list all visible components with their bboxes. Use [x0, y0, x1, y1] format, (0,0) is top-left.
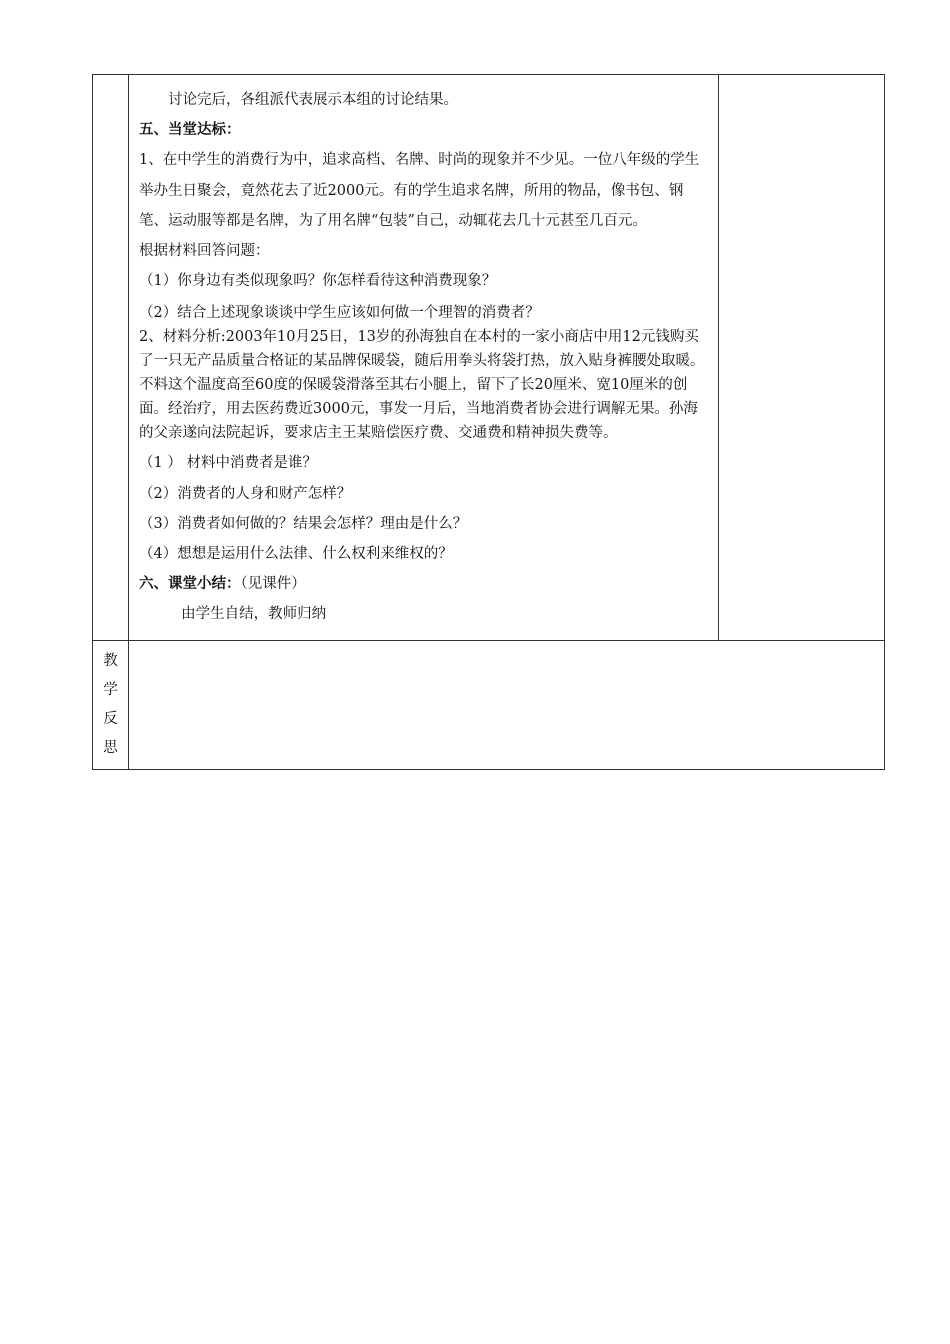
right-notes-cell	[718, 75, 884, 641]
section-5-heading: 五、当堂达标：	[139, 122, 241, 139]
activity-row	[93, 75, 885, 641]
question-2-sub-4: （4）想想是运用什么法律、什么权利来维权的？	[139, 546, 453, 563]
lesson-plan-table	[92, 74, 885, 770]
left-label-cell	[93, 75, 129, 641]
reflection-row	[93, 640, 885, 769]
section-6-note: （见课件）	[240, 576, 306, 593]
reflection-label: 教 学 反 思	[93, 640, 129, 769]
question-1-sub-1: （1）你身边有类似现象吗？你怎样看待这种消费现象？	[139, 273, 497, 290]
question-1-sub-2: （2）结合上述现象谈谈中学生应该如何做一个理智的消费者？	[139, 305, 540, 322]
discussion-intro: 讨论完后，各组派代表展示本组的讨论结果。	[168, 92, 459, 108]
activity-content-cell	[129, 75, 719, 641]
section-6-heading: 六、课堂小结：（见课件）	[139, 576, 306, 593]
question-2-material: 2、材料分析:2003年10月25日，13岁的孙海独自在本村的一家小商店中用12元钱购买了一只无产品质量合格证的某品牌保暖袋，随后用拳头将袋打热，放入贴身裤腰处取暖。不料这个温度高至60度的保暖袋滑落至其右小腿上，留下了长20厘米、宽10厘米的创面。经治疗，用去医药费近3000元，事发一月后，当地消费者协会进行调解无果。孙海的父亲遂向法院起诉，要求店主王某赔偿医疗费、交通费和精神损失费等。	[139, 329, 705, 442]
question-2-sub-1: （1 ） 材料中消费者是谁？	[139, 455, 317, 472]
class-summary: 由学生自结，教师归纳	[181, 606, 327, 623]
reflection-content	[129, 640, 885, 769]
question-2-sub-2: （2）消费者的人身和财产怎样？	[139, 485, 352, 502]
question-1-prompt: 根据材料回答问题：	[139, 243, 270, 260]
question-2-sub-3: （3）消费者如何做的？结果会怎样？理由是什么？	[139, 515, 468, 532]
question-1-material: 1、在中学生的消费行为中，追求高档、名牌、时尚的现象并不少见。一位八年级的学生举办生日聚会，竟然花去了近2000元。有的学生追求名牌，所用的物品，像书包、钢笔、运动服等都是名牌，为了用名牌“包装”自己，动辄花去几十元甚至几百元。	[139, 152, 700, 229]
